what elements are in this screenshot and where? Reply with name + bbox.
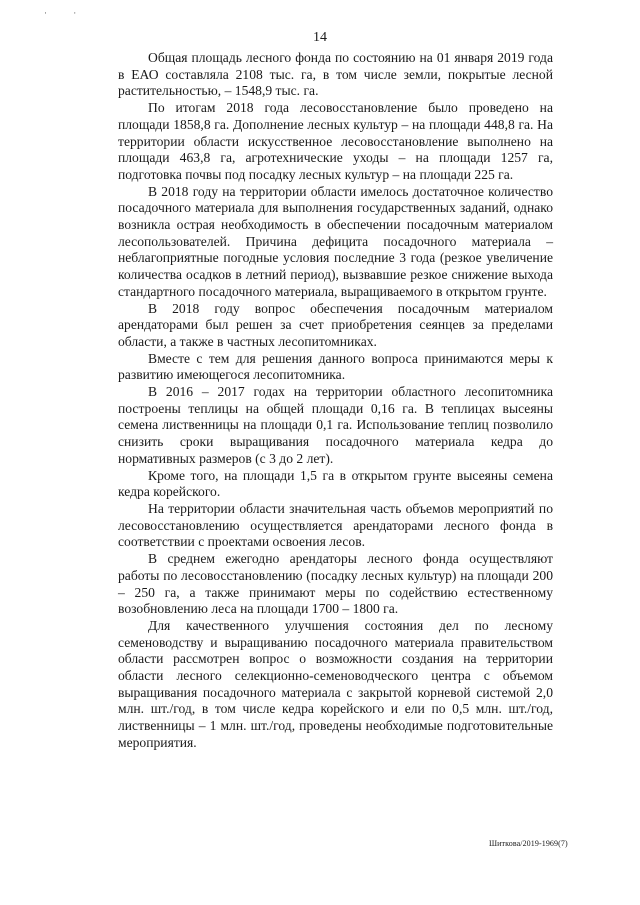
document-body — [118, 50, 553, 752]
paragraph-seed-center: Для качественного улучшения состояния дел по лесному семеноводству и выращиванию посадочного материала правительством области рассмотрен вопрос о возможности создания на территории области лесного селекционно-семеноводческого центра с объемом выращивания посадочного материала с закрытой корневой системой 2,0 млн. шт./год, в том числе кедра корейского и ели по 0,5 млн. шт./год, лиственницы – 1 млн. шт./год, проведены необходимые подготовительные мероприятия. — [118, 617, 553, 750]
paragraph-nursery-measures: Вместе с тем для решения данного вопроса принимаются меры к развитию имеющегося лесопитомника. — [118, 350, 553, 383]
paragraph-korean-cedar: Кроме того, на площади 1,5 га в открытом грунте высеяны семена кедра корейского. — [118, 467, 553, 500]
paragraph-greenhouses: В 2016 – 2017 годах на территории областного лесопитомника построены теплицы на общей площади 0,16 га. В теплицах высеяны семена лиственницы на площади 0,1 га. Использование теплиц позволило снизить сроки выращивания посадочного материала кедра до нормативных размеров (с 3 до 2 лет). — [118, 384, 553, 466]
paragraph-annual-work: В среднем ежегодно арендаторы лесного фонда осуществляют работы по лесовосстановлению (посадку лесных культур) на площади 200 – 250 га, а также принимают меры по содействию естественному возобновлению леса на площади 1700 – 1800 га. — [118, 551, 553, 617]
paragraph-forest-fund-area: Общая площадь лесного фонда по состоянию на 01 января 2019 года в ЕАО составляла 2108 тыс. га, в том числе земли, покрытые лесной растительностью, – 1548,9 тыс. га. — [118, 50, 553, 99]
scan-marks: · · — [44, 8, 89, 18]
paragraph-tenant-activities: На территории области значительная часть объемов мероприятий по лесовосстановлению осуществляется арендаторами лесного фонда в соответствии с проектами освоения лесов. — [118, 500, 553, 550]
paragraph-reforestation-2018: По итогам 2018 года лесовосстановление было проведено на площади 1858,8 га. Дополнение лесных культур – на площади 448,8 га. На территории области искусственное лесовосстановление выполнено на площади 463,8 га, агротехнические уходы – на площади 1257 га, подготовка почвы под посадку лесных культур – на площади 225 га. — [118, 100, 553, 182]
footer-document-code: Шиткова/2019-1969(7) — [489, 839, 568, 848]
paragraph-planting-material: В 2018 году на территории области имелось достаточное количество посадочного материала для выполнения государственных заданий, однако возникла острая необходимость в обеспечении посадочным материалом лесопользователей. Причина дефицита посадочного материала – неблагоприятные погодные условия последние 3 года (резкое увеличение количества осадков в летний период), вызвавшие резкое снижение выхода стандартного посадочного материала, выращиваемого в открытом грунте. — [118, 183, 553, 299]
page-number: 14 — [313, 30, 327, 45]
paragraph-tenants-supply: В 2018 году вопрос обеспечения посадочным материалом арендаторами был решен за счет приобретения сеянцев за пределами области, а также в частных лесопитомниках. — [118, 300, 553, 349]
